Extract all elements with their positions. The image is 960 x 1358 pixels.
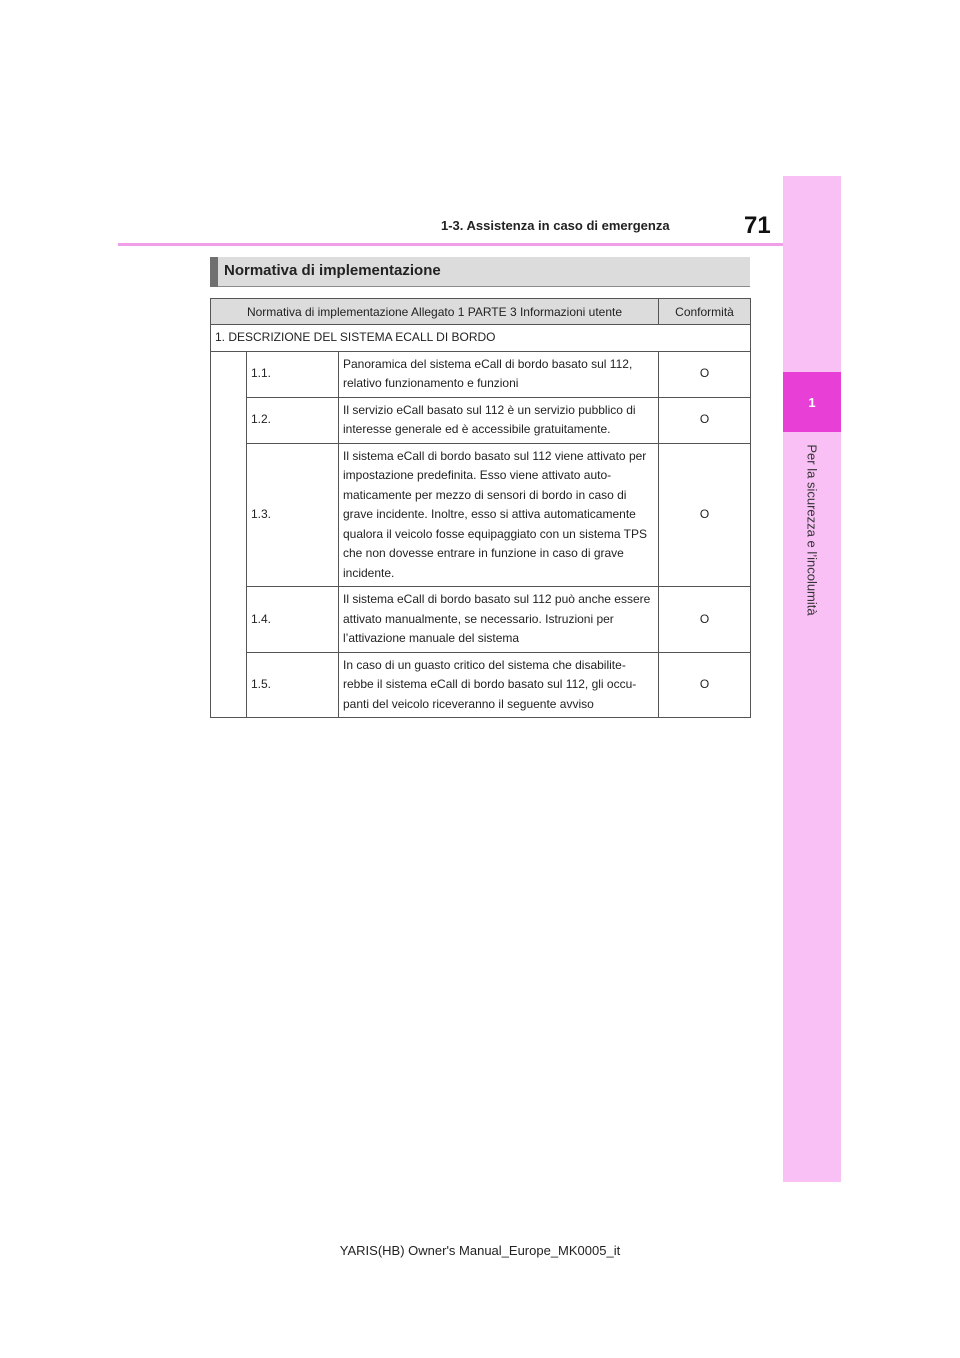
page-number: 71 xyxy=(744,212,771,239)
row-conformity: O xyxy=(659,587,751,653)
regulation-table xyxy=(210,298,751,718)
running-header-title: 1-3. Assistenza in caso di emergenza xyxy=(441,218,670,233)
row-text: Il servizio eCall basato sul 112 è un servizio pubblico di interesse generale ed è accessibile gratuitamente. xyxy=(339,397,659,443)
row-text: In caso di un guasto critico del sistema che disabilite-rebbe il sistema eCall di bordo basato sul 112, gli occu-panti del veicolo riceveranno il seguente avviso xyxy=(339,652,659,718)
section-heading-bar xyxy=(210,257,218,287)
chapter-side-tab xyxy=(783,176,841,1182)
table-row xyxy=(211,351,751,397)
section-heading-title: Normativa di implementazione xyxy=(224,262,441,279)
table-row xyxy=(211,443,751,587)
row-number: 1.3. xyxy=(247,443,339,587)
row-number: 1.5. xyxy=(247,652,339,718)
table-row xyxy=(211,652,751,718)
section-heading xyxy=(210,257,750,287)
chapter-number-badge: 1 xyxy=(783,372,841,432)
table-group-row xyxy=(211,325,751,352)
table-header-row xyxy=(211,299,751,325)
table-row xyxy=(211,397,751,443)
row-number: 1.1. xyxy=(247,351,339,397)
column-header-regulation: Normativa di implementazione Allegato 1 PARTE 3 Informazioni utente xyxy=(211,299,659,325)
row-conformity: O xyxy=(659,652,751,718)
row-conformity: O xyxy=(659,397,751,443)
indent-cell xyxy=(211,351,247,718)
group-heading: 1. DESCRIZIONE DEL SISTEMA ECALL DI BORDO xyxy=(211,325,751,352)
row-text: Il sistema eCall di bordo basato sul 112 viene attivato per impostazione predefinita. Esso viene attivato auto-maticamente per mezzo di sensori di bordo in caso di grave incidente. Inoltre, esso si attiva automaticamente qualora il veicolo fosse equipaggiato con un sistema TPS che non dovesse entrare in funzione in caso di grave incidente. xyxy=(339,443,659,587)
column-header-conformity: Conformità xyxy=(659,299,751,325)
row-text: Panoramica del sistema eCall di bordo basato sul 112, relativo funzionamento e funzioni xyxy=(339,351,659,397)
row-conformity: O xyxy=(659,351,751,397)
table-row xyxy=(211,587,751,653)
row-text: Il sistema eCall di bordo basato sul 112 può anche essere attivato manualmente, se necessario. Istruzioni per l’attivazione manuale del sistema xyxy=(339,587,659,653)
header-rule xyxy=(118,243,783,246)
row-number: 1.2. xyxy=(247,397,339,443)
row-number: 1.4. xyxy=(247,587,339,653)
footer-manual-id: YARIS(HB) Owner's Manual_Europe_MK0005_it xyxy=(339,1243,621,1258)
chapter-label: Per la sicurezza e l’incolumità xyxy=(804,444,820,616)
row-conformity: O xyxy=(659,443,751,587)
